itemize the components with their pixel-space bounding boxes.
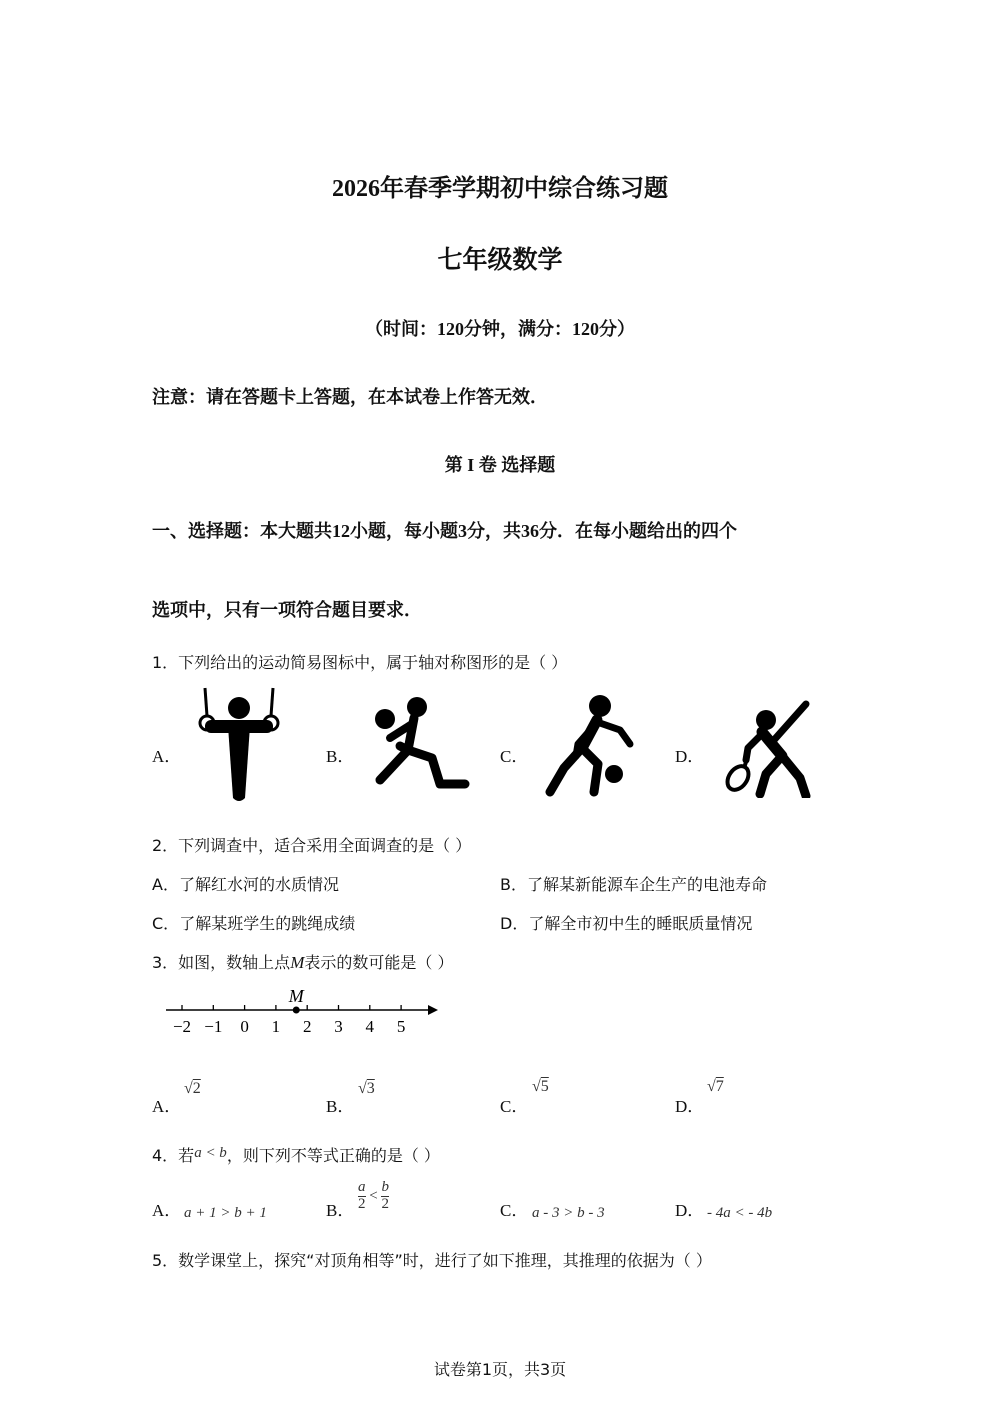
q4-option-a-expr: a + 1 > b + 1 [184,1205,267,1221]
number-line-tick-label: 5 [396,1017,406,1036]
question-3-stem: 3．如图，数轴上点M表示的数可能是（ ） [152,953,454,972]
q2-option-c: C．了解某班学生的跳绳成绩 [152,914,356,933]
question-2-stem: 2．下列调查中，适合采用全面调查的是（ ） [152,836,472,855]
volleyball-icon [370,694,470,794]
page-footer: 试卷第1页，共3页 [433,1360,567,1379]
section-heading-line2: 选项中，只有一项符合题目要求． [152,600,422,620]
q2-option-a: A．了解红水河的水质情况 [152,875,339,894]
number-line-tick-label: −2 [172,1017,192,1036]
time-info: （时间：120分钟，满分：120分） [365,319,635,339]
subject-title: 七年级数学 [437,247,563,274]
exam-title: 2026年春季学期初中综合练习题 [332,176,668,202]
number-line-tick-label: 3 [334,1017,343,1036]
section-heading-line1: 一、选择题：本大题共12小题，每小题3分，共36分．在每小题给出的四个 [152,521,737,541]
volume-title: 第 I 卷 选择题 [444,455,556,475]
q4-option-d-expr: - 4a < - 4b [707,1205,773,1221]
notice-text: 注意：请在答题卡上答题，在本试卷上作答无效． [152,387,548,407]
basketball-dribble-icon [542,694,642,798]
q4-option-c-label: C． [500,1201,529,1220]
number-line-tick-label: 2 [302,1017,312,1036]
point-m-label: M [288,986,304,1006]
question-4-stem: 4．若a < b，则下列不等式正确的是（ ） [152,1145,440,1165]
q1-option-b-label: B． [326,747,355,766]
question-5-stem: 5．数学课堂上，探究“对顶角相等”时，进行了如下推理，其推理的依据为（ ） [152,1251,712,1270]
number-line-tick-label: −1 [204,1017,223,1036]
number-line-tick-label: 4 [365,1017,375,1036]
badminton-icon [722,698,820,798]
q2-option-d: D．了解全市初中生的睡眠质量情况 [500,914,753,933]
q1-option-c-label: C． [500,747,529,766]
gymnastics-rings-icon [195,686,285,804]
point-m-marker [293,1007,300,1014]
q1-option-a-label: A． [152,747,182,766]
q4-option-b-expr: $\frac{a}{2}$ < $\frac{b}{2}$ [358,1179,389,1212]
q4-option-d-label: D． [675,1201,705,1220]
q4-option-a-label: A． [152,1201,182,1220]
q1-option-d-label: D． [675,747,705,766]
number-line-tick-label: 0 [240,1017,249,1036]
q4-option-b-label: B． [326,1201,355,1220]
q4-option-c-expr: a - 3 > b - 3 [532,1205,605,1221]
number-line [160,984,450,1044]
q2-option-b: B．了解某新能源车企生产的电池寿命 [500,875,767,894]
number-line-tick-label: 1 [271,1017,281,1036]
question-1-stem: 1．下列给出的运动简易图标中，属于轴对称图形的是（ ） [152,653,568,672]
